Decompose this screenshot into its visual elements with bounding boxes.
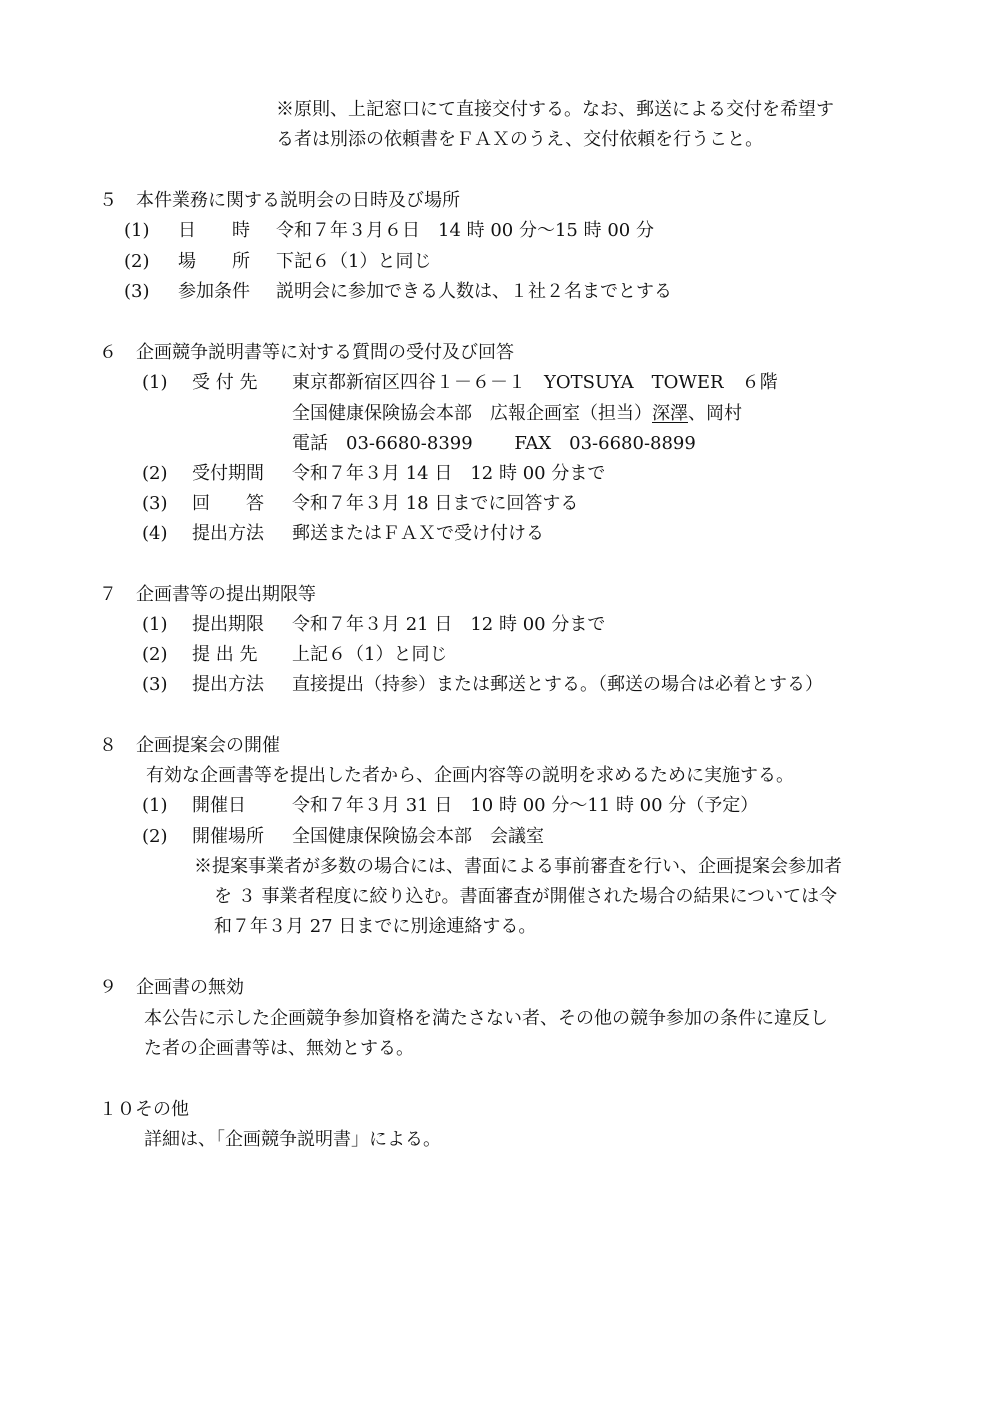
section-5-item-3-number: (3) <box>124 281 150 302</box>
section-7-item-2-label: 提 出 先 <box>192 644 258 665</box>
section-8-item-2-text: 全国健康保険協会本部 会議室 <box>292 826 544 847</box>
section-8-item-2-label: 開催場所 <box>192 826 264 847</box>
section-7-item-1-number: (1) <box>142 614 168 635</box>
section-9-heading: 企画書の無効 <box>136 977 244 998</box>
section-6-item-3-label: 回 答 <box>192 493 264 514</box>
section-5-item-2-label: 場 所 <box>178 251 250 272</box>
section-6-number: ６ <box>99 342 117 363</box>
section-8-body: 有効な企画書等を提出した者から、企画内容等の説明を求めるために実施する。 <box>146 765 794 786</box>
section-9-body-line-2: た者の企画書等は、無効とする。 <box>144 1038 414 1059</box>
section-5-item-2-text: 下記６（1）と同じ <box>276 251 432 272</box>
section-8-heading: 企画提案会の開催 <box>136 735 280 756</box>
section-9-body-line-1: 本公告に示した企画競争参加資格を満たさない者、その他の競争参加の条件に違反し <box>144 1008 828 1029</box>
section-5-item-1-text: 令和７年３月６日 14 時 00 分～15 時 00 分 <box>276 220 654 241</box>
section-10-heading: １０その他 <box>99 1099 189 1120</box>
section-5-item-2-number: (2) <box>124 251 150 272</box>
section-7-heading: 企画書等の提出期限等 <box>136 584 316 605</box>
section-8-note-line-1: ※提案事業者が多数の場合には、書面による事前審査を行い、企画提案会参加者 <box>194 856 842 877</box>
section-6-item-1-number: (1) <box>142 372 168 393</box>
section-7-item-3-label: 提出方法 <box>192 674 264 695</box>
section-6-item-4-text: 郵送またはＦＡＸで受け付ける <box>292 523 544 544</box>
contact-person-underlined: 深澤 <box>652 403 688 424</box>
section-6-heading: 企画競争説明書等に対する質問の受付及び回答 <box>136 342 514 363</box>
section-8-item-2-number: (2) <box>142 826 168 847</box>
section-10-body: 詳細は、「企画競争説明書」による。 <box>144 1129 441 1150</box>
section-8-number: ８ <box>99 735 117 756</box>
section-9-number: ９ <box>99 977 117 998</box>
intro-note-line-2: る者は別添の依頼書をＦＡＸのうえ、交付依頼を行うこと。 <box>276 129 764 150</box>
section-6-item-4-label: 提出方法 <box>192 523 264 544</box>
section-6-item-2-text: 令和７年３月 14 日 12 時 00 分まで <box>292 463 606 484</box>
section-5-item-1-number: (1) <box>124 220 150 241</box>
section-5-number: ５ <box>99 190 117 211</box>
section-7-item-3-number: (3) <box>142 674 168 695</box>
section-8-note-line-3: 和７年３月 27 日までに別途連絡する。 <box>214 916 537 937</box>
section-6-item-3-number: (3) <box>142 493 168 514</box>
contact-person-rest: 、岡村 <box>688 403 742 424</box>
section-7-number: ７ <box>99 584 117 605</box>
section-8-item-1-number: (1) <box>142 795 168 816</box>
section-7-item-1-text: 令和７年３月 21 日 12 時 00 分まで <box>292 614 606 635</box>
section-7-item-2-text: 上記６（1）と同じ <box>292 644 448 665</box>
section-5-item-1-label: 日 時 <box>178 220 250 241</box>
section-7-item-2-number: (2) <box>142 644 168 665</box>
office-name: 全国健康保険協会本部 広報企画室（担当） <box>292 403 652 424</box>
section-6-address: 東京都新宿区四谷１－６－１ YOTSUYA TOWER ６階 <box>292 372 778 393</box>
section-6-item-2-label: 受付期間 <box>192 463 264 484</box>
section-6-phone-fax: 電話 03-6680-8399 FAX 03-6680-8899 <box>292 433 696 454</box>
section-6-item-2-number: (2) <box>142 463 168 484</box>
section-6-item-3-text: 令和７年３月 18 日までに回答する <box>292 493 579 514</box>
section-6-item-1-label: 受 付 先 <box>192 372 258 393</box>
intro-note-line-1: ※原則、上記窓口にて直接交付する。なお、郵送による交付を希望す <box>276 99 834 120</box>
section-6-item-4-number: (4) <box>142 523 168 544</box>
section-5-item-3-label: 参加条件 <box>178 281 250 302</box>
section-8-item-1-label: 開催日 <box>192 795 246 816</box>
section-8-item-1-text: 令和７年３月 31 日 10 時 00 分～11 時 00 分（予定） <box>292 795 759 816</box>
section-5-heading: 本件業務に関する説明会の日時及び場所 <box>136 190 460 211</box>
section-5-item-3-text: 説明会に参加できる人数は、１社２名までとする <box>276 281 672 302</box>
section-7-item-3-text: 直接提出（持参）または郵送とする。（郵送の場合は必着とする） <box>292 674 823 695</box>
section-7-item-1-label: 提出期限 <box>192 614 264 635</box>
section-8-note-line-2: を ３ 事業者程度に絞り込む。書面審査が開催された場合の結果については令 <box>214 886 838 907</box>
section-6-office <box>292 403 742 425</box>
